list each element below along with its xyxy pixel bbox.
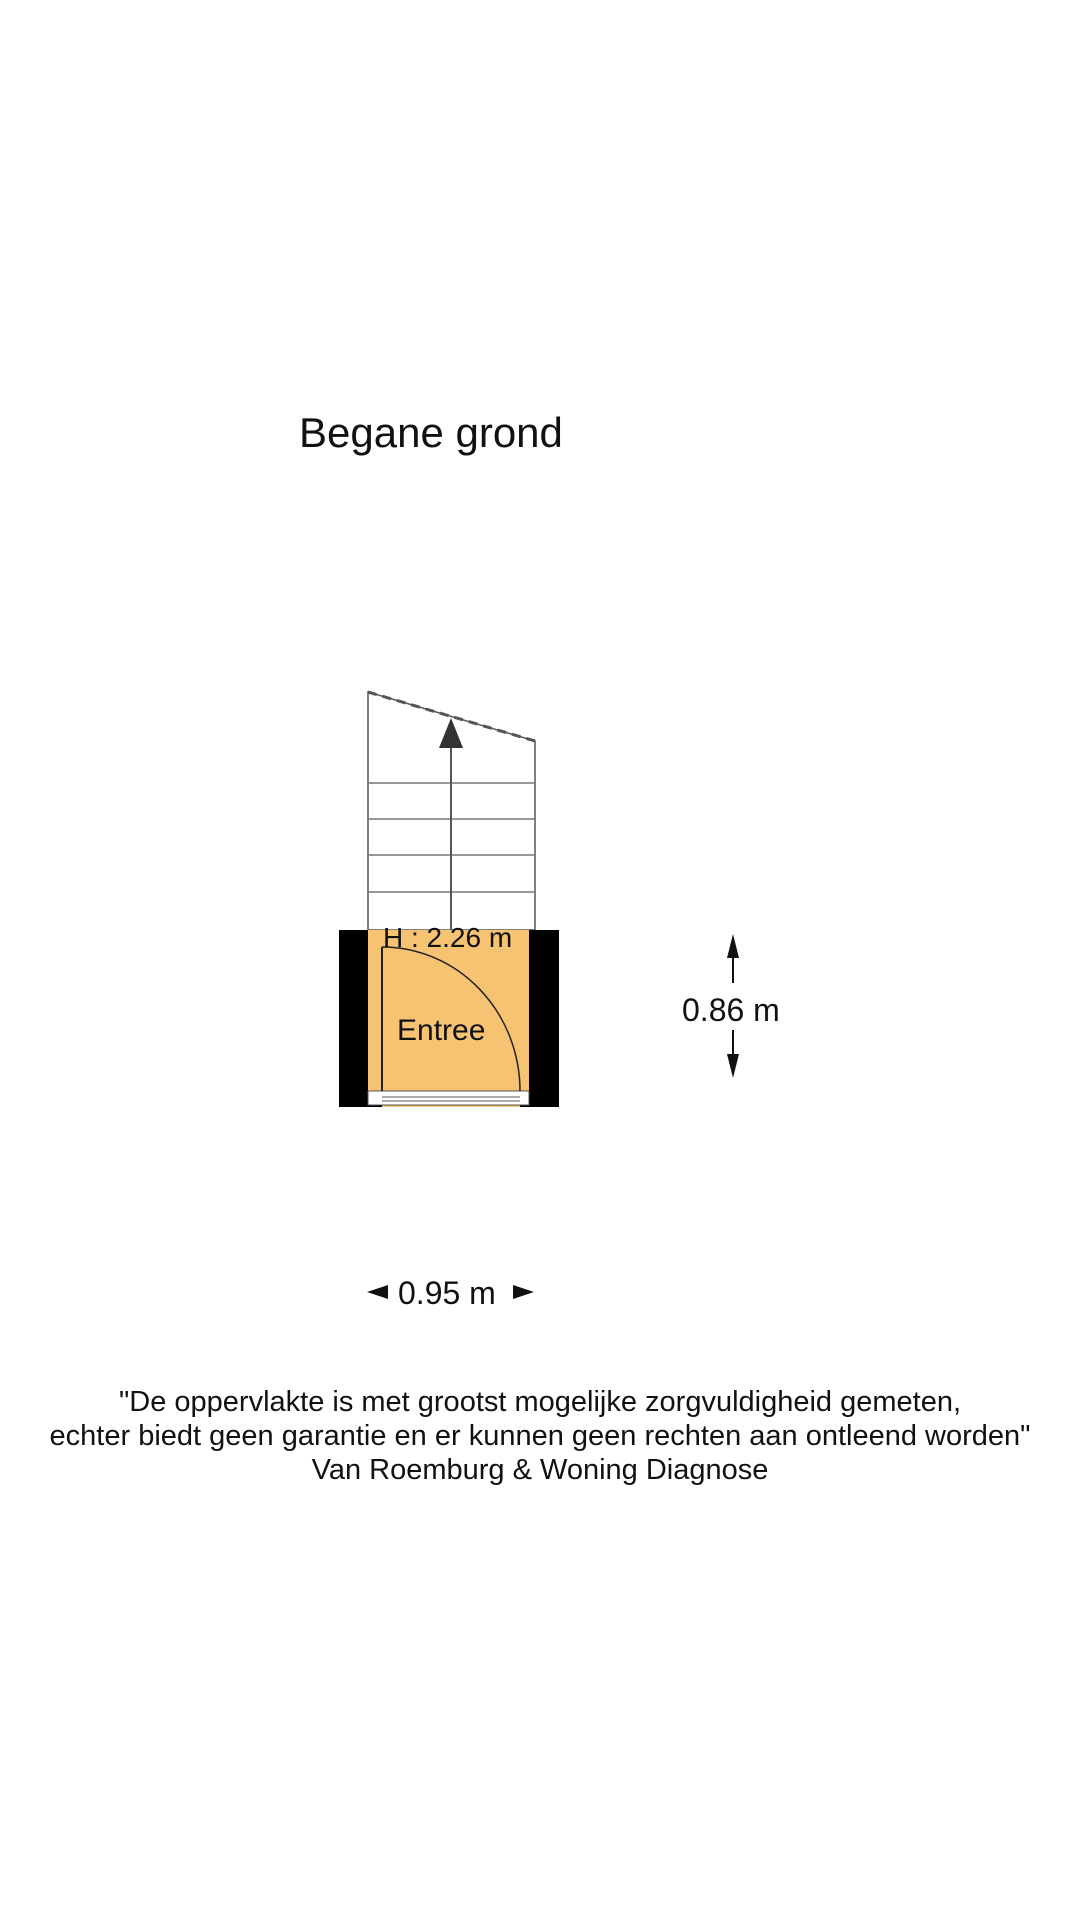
dimension-height (682, 934, 780, 1078)
dimension-width-label: 0.95 m (398, 1275, 496, 1311)
room-entree (339, 922, 559, 1107)
arrow-down-icon (727, 1054, 739, 1078)
staircase (368, 692, 535, 930)
floor-title: Begane grond (299, 409, 563, 456)
disclaimer-company: Van Roemburg & Woning Diagnose (311, 1454, 769, 1486)
wall-right (529, 930, 559, 1107)
door-threshold (368, 1091, 529, 1105)
disclaimer (0, 1385, 1080, 1487)
arrow-right-icon (513, 1285, 534, 1299)
wall-left (339, 930, 368, 1107)
dimension-height-label: 0.86 m (682, 992, 780, 1028)
room-name-label: Entree (397, 1014, 486, 1047)
arrow-left-icon (367, 1285, 388, 1299)
dimension-width (367, 1275, 534, 1311)
arrow-up-icon (727, 934, 739, 958)
disclaimer-line: echter biedt geen garantie en er kunnen geen rechten aan ontleend worden" (49, 1420, 1031, 1452)
room-height-label: H : 2.26 m (383, 922, 513, 953)
disclaimer-line: "De oppervlakte is met grootst mogelijke zorgvuldigheid gemeten, (118, 1386, 962, 1418)
